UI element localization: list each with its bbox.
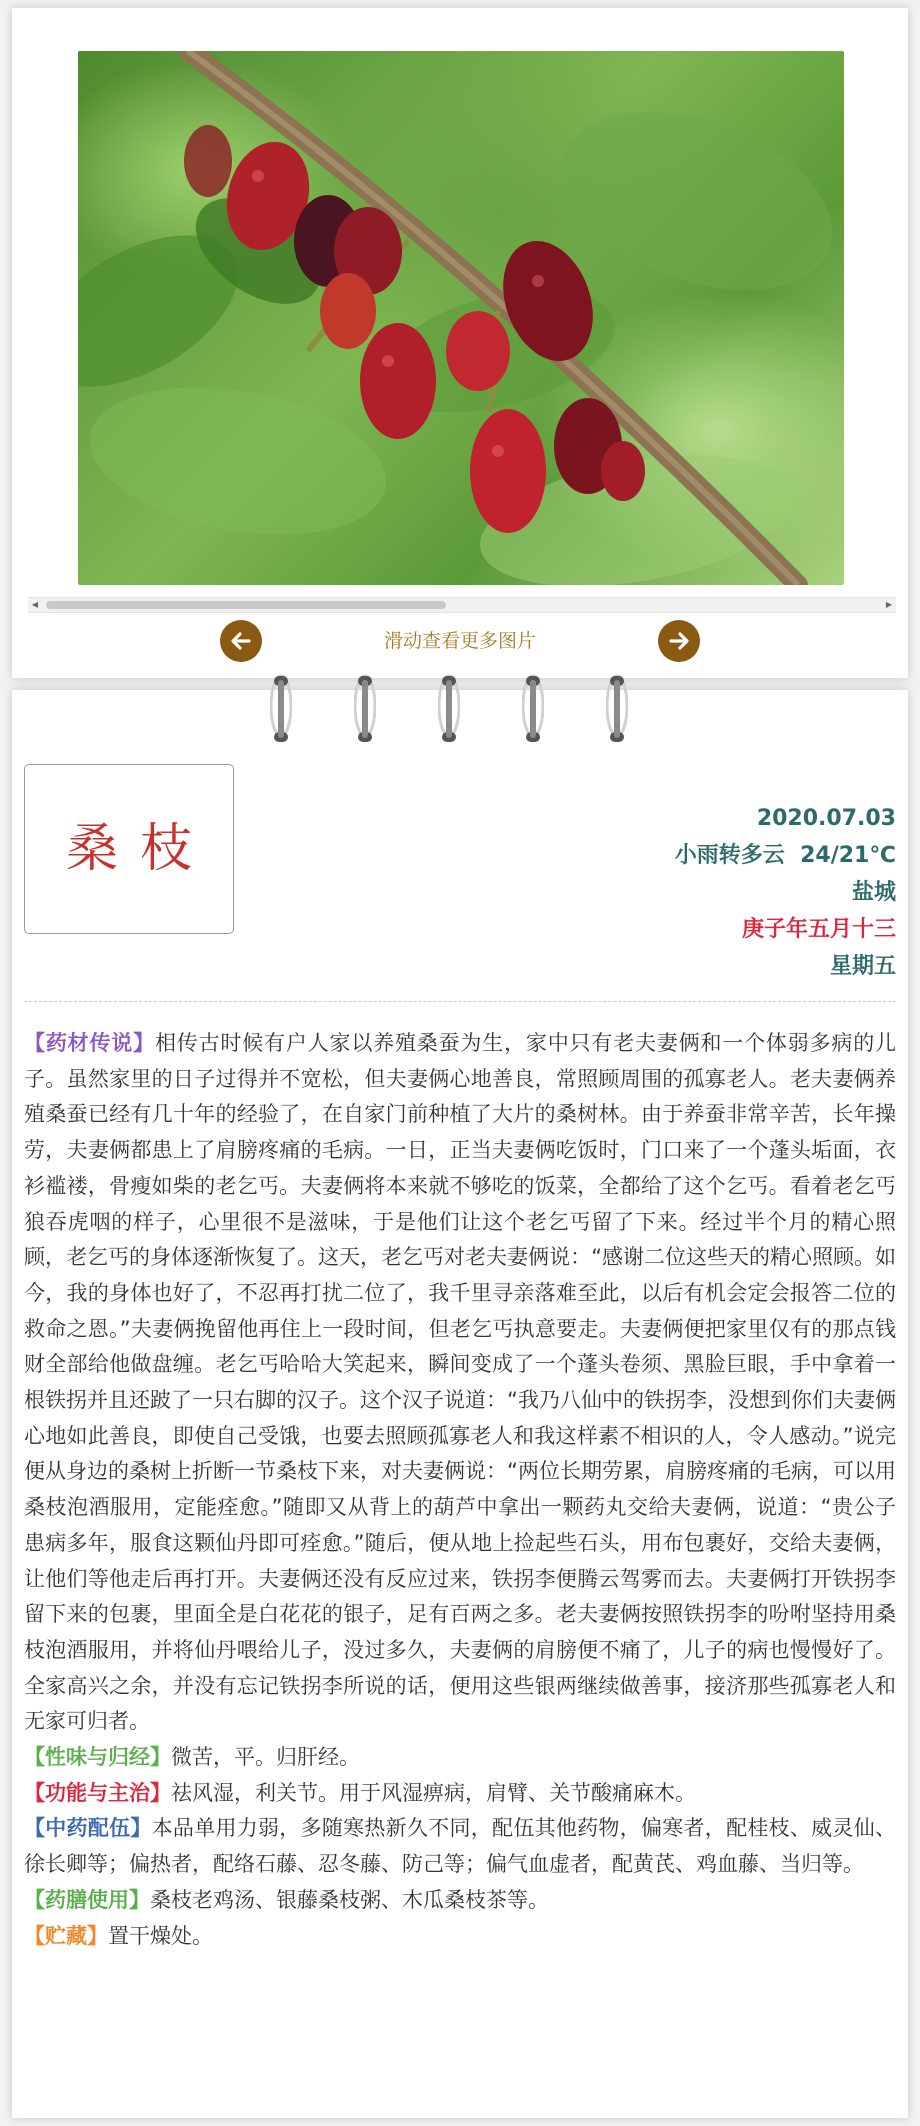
next-image-button[interactable]	[658, 620, 700, 662]
diet-text: 桑枝老鸡汤、银藤桑枝粥、木瓜桑枝茶等。	[150, 1887, 549, 1912]
nature-text: 微苦，平。归肝经。	[171, 1745, 360, 1770]
calendar-card	[12, 690, 908, 2118]
gallery-card	[12, 8, 908, 678]
herb-seal-box	[24, 764, 234, 934]
storage-label: 【贮藏】	[24, 1923, 108, 1948]
herb-article	[24, 1026, 896, 1954]
compat-text: 本品单用力弱，多随寒热新久不同，配伍其他药物，偏寒者，配桂枝、威灵仙、徐长卿等；偏热者，配络石藤、忍冬藤、防己等；偏气血虚者，配黄芪、鸡血藤、当归等。	[24, 1816, 897, 1877]
diet-paragraph	[24, 1883, 896, 1919]
scroll-right-icon[interactable]: ▶	[885, 600, 893, 609]
gallery-nav	[12, 613, 908, 669]
horizontal-scrollbar[interactable]	[28, 597, 896, 613]
binder-ring-icon	[522, 670, 544, 746]
weekday-text: 星期五	[829, 954, 896, 979]
function-label: 【功能与主治】	[24, 1780, 171, 1805]
dashed-divider	[24, 1001, 896, 1002]
lunar-date-text: 庚子年五月十三	[741, 917, 896, 942]
mulberry-photo	[78, 51, 844, 585]
storage-paragraph	[24, 1919, 896, 1955]
weather-text: 小雨转多云 24/21℃	[674, 843, 896, 868]
binder-ring-icon	[438, 670, 460, 746]
binder-ring-icon	[606, 670, 628, 746]
scrollbar-thumb[interactable]	[46, 601, 446, 609]
legend-paragraph	[24, 1026, 896, 1740]
arrow-left-icon	[229, 629, 253, 653]
nature-paragraph	[24, 1740, 896, 1776]
storage-text: 置干燥处。	[108, 1923, 213, 1948]
binder-ring-icon	[270, 670, 292, 746]
mulberry-illustration	[78, 51, 844, 585]
diet-label: 【药膳使用】	[24, 1887, 150, 1912]
gallery-nav-hint: 滑动查看更多图片	[383, 630, 536, 652]
legend-label: 【药材传说】	[24, 1031, 155, 1055]
compat-label: 【中药配伍】	[24, 1816, 152, 1841]
binder-ring-icon	[354, 670, 376, 746]
function-text: 祛风湿，利关节。用于风湿痹病，肩臂、关节酸痛麻木。	[171, 1780, 696, 1805]
herb-seal-title: 桑枝	[65, 819, 214, 879]
date-info	[476, 800, 896, 985]
prev-image-button[interactable]	[220, 620, 262, 662]
legend-text: 相传古时候有户人家以养殖桑蚕为生，家中只有老夫妻俩和一个体弱多病的儿子。虽然家里的日子过得并不宽松，但夫妻俩心地善良，常照顾周围的孤寡老人。老夫妻俩养殖桑蚕已经有几十年的经验了，在自家门前种植了大片的桑树林。由于养蚕非常辛苦，长年操劳，夫妻俩都患上了肩膀疼痛的毛病。一日，正当夫妻俩吃饭时，门口来了一个蓬头垢面，衣衫褴褛，骨瘦如柴的老乞丐。夫妻俩将本来就不够吃的饭菜，全都给了这个乞丐。看着老乞丐狼吞虎咽的样子，心里很不是滋味，于是他们让这个老乞丐留了下来。经过半个月的精心照顾，老乞丐的身体逐渐恢复了。这天，老乞丐对老夫妻俩说：“感谢二位这些天的精心照顾。如今，我的身体也好了，不忍再打扰二位了，我千里寻亲落难至此，以后有机会定会报答二位的救命之恩。”夫妻俩挽留他再住上一段时间，但老乞丐执意要走。夫妻俩便把家里仅有的那点钱财全部给他做盘缠。老乞丐哈哈大笑起来，瞬间变成了一个蓬头卷须、黑脸巨眼，手中拿着一根铁拐并且还跛了一只右脚的汉子。这个汉子说道：“我乃八仙中的铁拐李，没想到你们夫妻俩心地如此善良，即使自己受饿，也要去照顾孤寡老人和我这样素不相识的人，令人感动。”说完便从身边的桑树上折断一节桑枝下来，对夫妻俩说：“两位长期劳累，肩膀疼痛的毛病，可以用桑枝泡酒服用，定能痊愈。”随即又从背上的葫芦中拿出一颗药丸交给夫妻俩，说道：“贵公子患病多年，服食这颗仙丹即可痊愈。”随后，便从地上捡起些石头，用布包裹好，交给夫妻俩，让他们等他走后再打开。夫妻俩还没有反应过来，铁拐李便腾云驾雾而去。夫妻俩打开铁拐李留下来的包裹，里面全是白花花的银子，足有百两之多。老夫妻俩按照铁拐李的吩咐坚持用桑枝泡酒服用，并将仙丹喂给儿子，没过多久，夫妻俩的肩膀便不痛了，儿子的病也慢慢好了。全家高兴之余，并没有忘记铁拐李所说的话，便用这些银两继续做善事，接济那些孤寡老人和无家可归者。	[24, 1031, 897, 1734]
date-text: 2020.07.03	[756, 806, 896, 831]
compat-paragraph	[24, 1811, 896, 1882]
city-text: 盐城	[851, 880, 896, 905]
function-paragraph	[24, 1776, 896, 1812]
nature-label: 【性味与归经】	[24, 1745, 171, 1770]
arrow-right-icon	[667, 629, 691, 653]
scroll-left-icon[interactable]: ◀	[31, 600, 39, 609]
